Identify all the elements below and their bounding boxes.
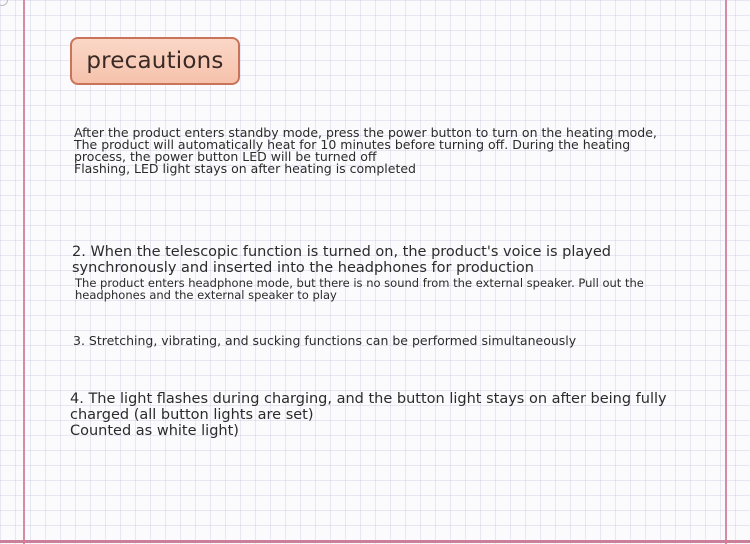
paragraph-heating-mode: After the product enters standby mode, press the power button to turn on the heating mode, The product will automatically heat for 10 minutes before turning off. During the heating process, the power button LED will be turned off Flashing, LED light stays on after heating is completed xyxy=(74,125,657,176)
paragraph-charging-light: 4. The light flashes during charging, and the button light stays on after being fully charged (all button lights are set) Counted as white light) xyxy=(70,391,667,439)
left-border-line xyxy=(23,0,25,544)
page-title: precautions xyxy=(86,48,224,74)
paragraph-headphone-mode: The product enters headphone mode, but there is no sound from the external speaker. Pull out the headphones and the external speaker to play xyxy=(75,276,644,302)
paragraph-simultaneous-functions: 3. Stretching, vibrating, and sucking functions can be performed simultaneously xyxy=(73,333,577,348)
bottom-border-line xyxy=(0,540,750,543)
corner-mark xyxy=(0,0,8,6)
paragraph-telescopic-voice: 2. When the telescopic function is turned on, the product's voice is played synchronously and inserted into the headphones for production xyxy=(72,244,612,276)
right-border-line xyxy=(725,0,727,544)
title-box xyxy=(70,37,240,85)
